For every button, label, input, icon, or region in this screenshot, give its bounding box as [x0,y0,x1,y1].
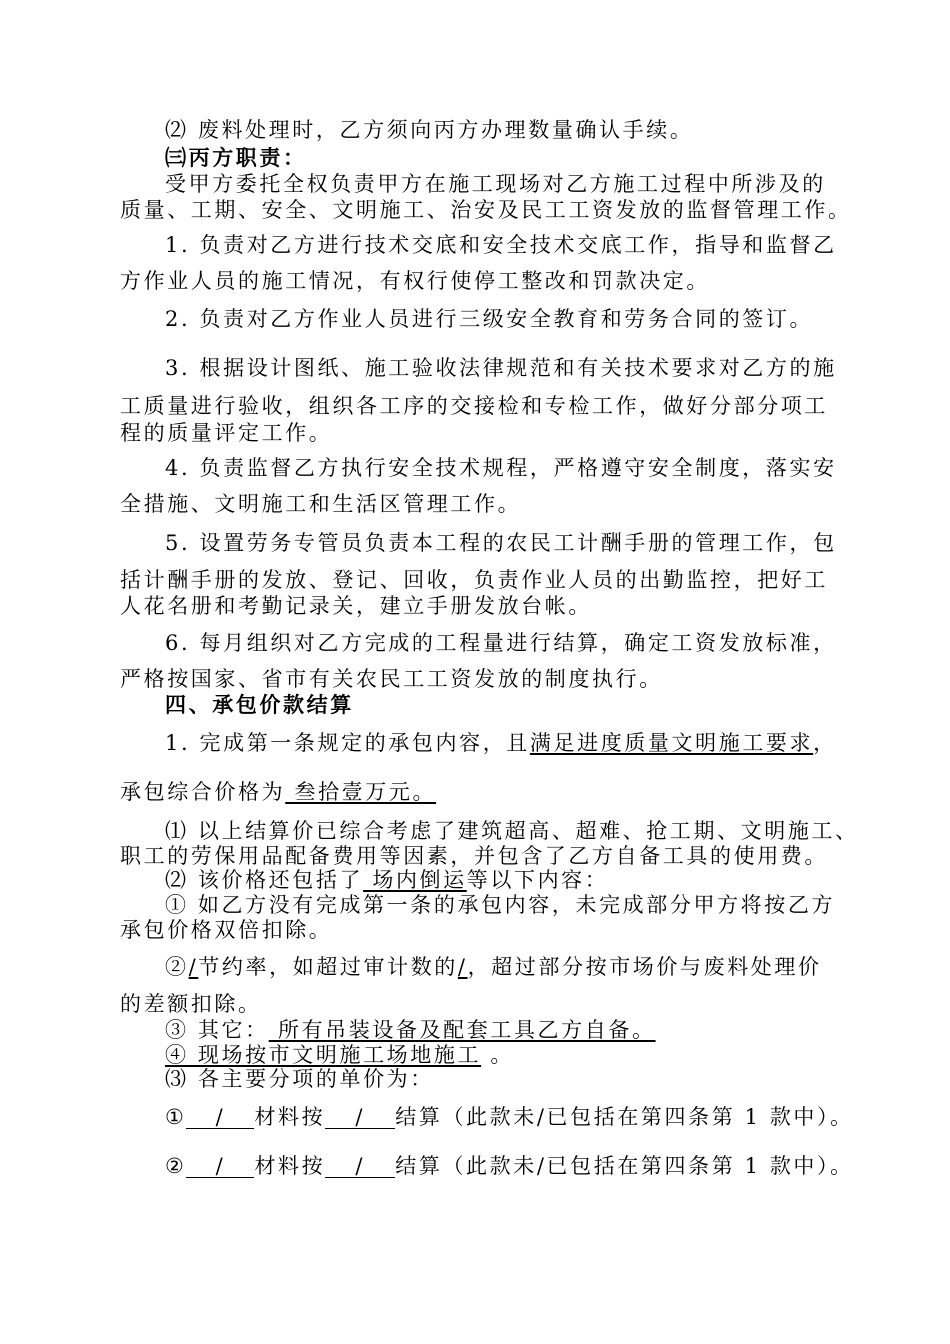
line-text: ，超过部分按市场价与废料处理价 [467,955,822,979]
blank-field: / [186,1155,254,1178]
underlined-fill: 场内倒运 [363,868,467,892]
paragraph-line: 1. 负责对乙方进行技术交底和安全技术交底工作，指导和监督乙 [165,233,837,257]
paragraph-line: 程的质量评定工作。 [120,421,333,445]
paragraph-line: 括计酬手册的发放、登记、回收，负责作业人员的出勤监控，把好工 [120,568,828,592]
line-text: ② [165,955,189,979]
paragraph-line: ⑵ 废料处理时，乙方须向丙方办理数量确认手续。 [165,118,694,142]
paragraph-line [165,1042,514,1068]
line-text: 结算（此款未/已包括在第四条第 1 款中）。 [395,1154,854,1178]
paragraph-line [165,1153,854,1179]
line-text: 等以下内容： [466,868,609,892]
line-text: 材料按 [254,1154,326,1178]
paragraph-line [120,779,436,805]
contract-price-fill: 叁拾壹万元。 [285,780,437,804]
paragraph-line: 严格按国家、省市有关农民工工资发放的制度执行。 [120,667,663,691]
paragraph-line: 受甲方委托全权负责甲方在施工现场对乙方施工过程中所涉及的 [165,172,826,196]
paragraph-line: 职工的劳保用品配备费用等因素，并包含了乙方自备工具的使用费。 [120,844,828,868]
line-text: ③ 其它： [165,1018,269,1042]
paragraph-line: ① 如乙方没有完成第一条的承包内容，未完成部分甲方将按乙方 [165,893,836,917]
underlined-fill: 所有吊装设备及配套工具乙方自备。 [268,1018,656,1042]
paragraph-line: ⑴ 以上结算价已综合考虑了建筑超高、超难、抢工期、文明施工、 [165,819,859,843]
blank-field: / [325,1155,395,1178]
line-text: ② [165,1154,187,1178]
section-heading: 四、承包价款结算 [165,692,354,717]
section-heading: ㈢丙方职责： [165,145,307,170]
paragraph-line: 3. 根据设计图纸、施工验收法律规范和有关技术要求对乙方的施 [165,356,837,380]
paragraph-line: 2. 负责对乙方作业人员进行三级安全教育和劳务合同的签订。 [165,307,814,331]
paragraph-line: 全措施、文明施工和生活区管理工作。 [120,492,522,516]
line-text: 结算（此款未/已包括在第四条第 1 款中）。 [395,1105,854,1129]
underlined-fill: / [188,955,199,979]
underlined-fill: 满足进度质量文明施工要求 [529,731,814,755]
line-text: 节约率，如超过审计数的 [198,955,458,979]
line-text: 。 [481,1043,514,1067]
line-text: 承包综合价格为 [120,780,286,804]
underlined-fill: ④ 现场按市文明施工场地施工 [165,1043,482,1067]
paragraph-line: 方作业人员的施工情况，有权行使停工整改和罚款决定。 [120,269,710,293]
paragraph-line: 质量、工期、安全、文明施工、治安及民工工资发放的监督管理工作。 [120,198,852,222]
line-text: ① [165,1105,187,1129]
paragraph-line: 6. 每月组织对乙方完成的工程量进行结算，确定工资发放标准， [165,631,837,655]
line-text: ， [813,731,837,755]
paragraph-line [165,1017,656,1043]
underlined-fill: / [457,955,468,979]
paragraph-line [165,954,822,980]
blank-field: / [186,1106,254,1129]
paragraph-line: 承包价格双倍扣除。 [120,918,333,942]
paragraph-line: ⑶ 各主要分项的单价为： [165,1067,434,1091]
paragraph-line [165,1104,854,1130]
paragraph-line: 工质量进行验收，组织各工序的交接检和专检工作，做好分部分项工 [120,394,828,418]
line-text: ⑵ 该价格还包括了 [165,868,364,892]
paragraph-line [165,730,837,756]
paragraph-line: 人花名册和考勤记录关，建立手册发放台帐。 [120,594,592,618]
paragraph-line: 4. 负责监督乙方执行安全技术规程，严格遵守安全制度，落实安 [165,456,837,480]
line-text: 1. 完成第一条规定的承包内容，且 [165,731,530,755]
paragraph-line [165,867,608,893]
paragraph-line: 的差额扣除。 [120,992,262,1016]
paragraph-line: 5. 设置劳务专管员负责本工程的农民工计酬手册的管理工作，包 [165,531,837,555]
line-text: 材料按 [254,1105,326,1129]
blank-field: / [325,1106,395,1129]
